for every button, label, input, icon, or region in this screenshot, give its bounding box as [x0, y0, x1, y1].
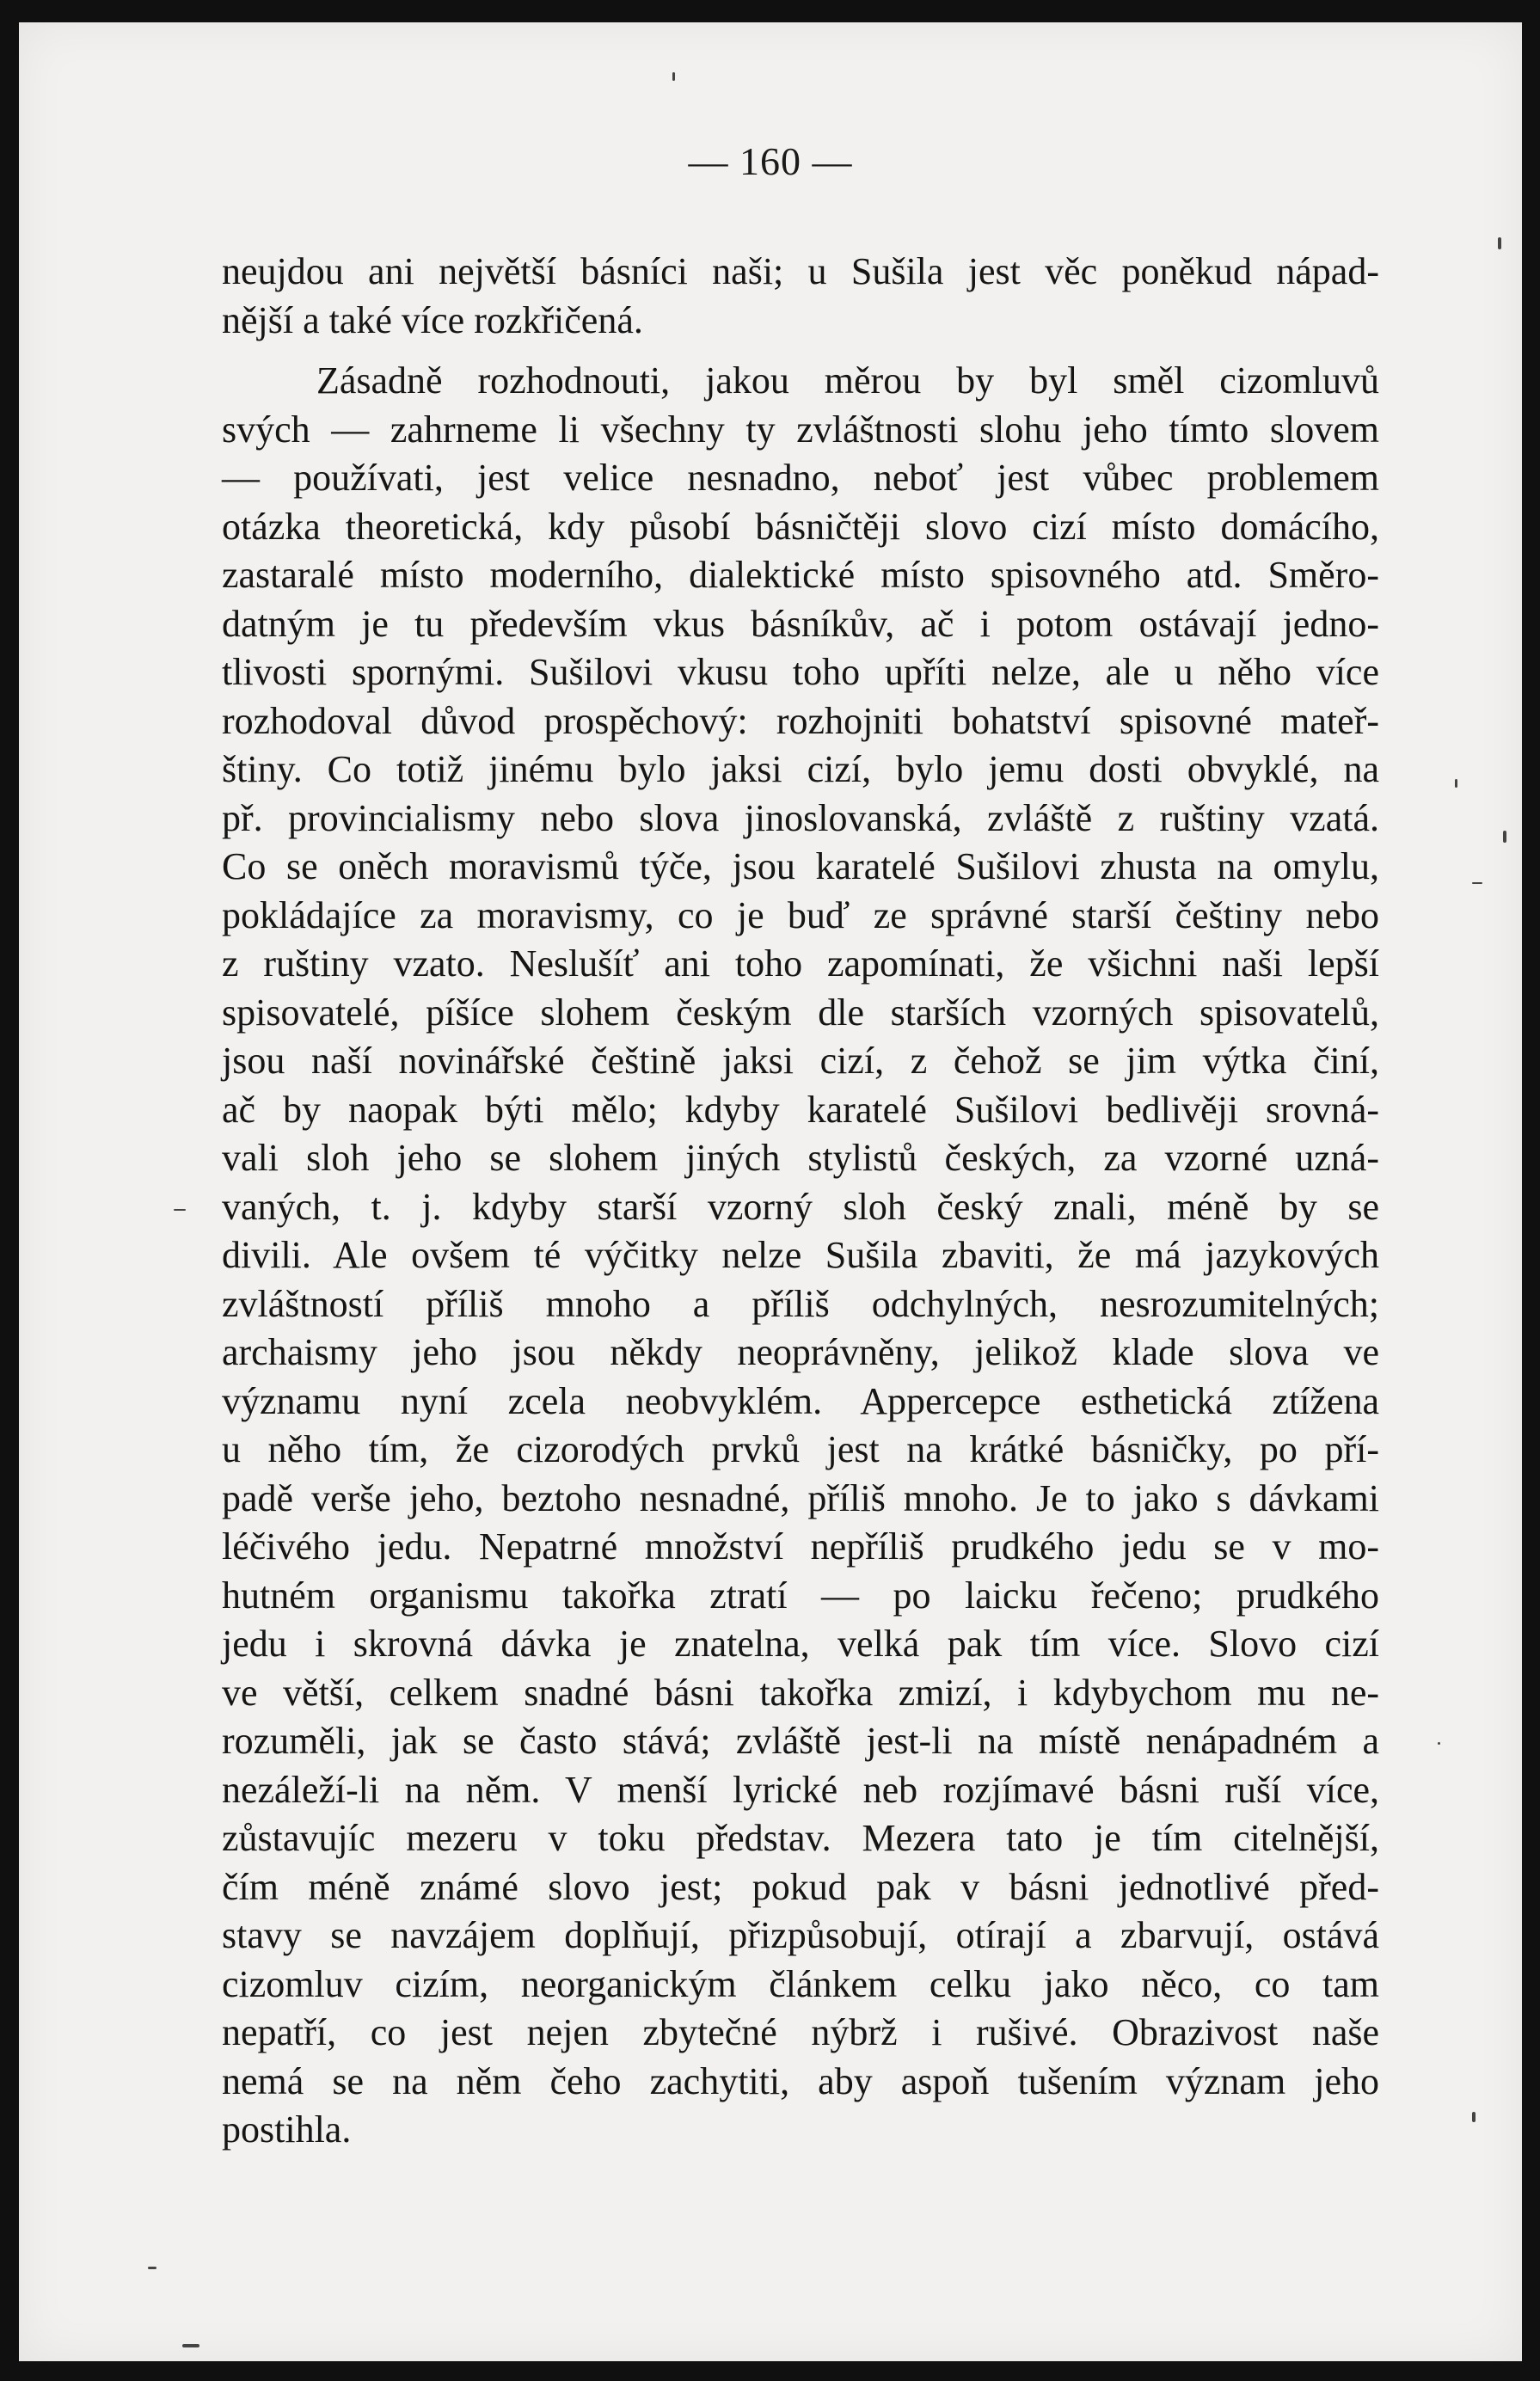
text-line: spisovatelé, píšíce slohem českým dle starších vzorných spisovatelů, [222, 991, 1379, 1034]
scan-speck [1455, 779, 1457, 788]
text-line: padě verše jeho, beztoho nesnadné, příliš mnoho. Je to jako s dávkami [222, 1476, 1379, 1519]
page-number: — 160 — [688, 139, 853, 183]
text-line: hutném organismu takořka ztratí — po laicku řečeno; prudkého [222, 1574, 1379, 1617]
text-line: významu nyní zcela neobvyklém. Appercepce esthetická ztížena [222, 1379, 1379, 1422]
text-line: jsou naší novinářské češtině jaksi cizí, z čehož se jim výtka činí, [222, 1040, 1379, 1082]
text-line: z ruštiny vzato. Neslušíť ani toho zapomínati, že všichni naši lepší [222, 942, 1379, 985]
text-line: u něho tím, že cizorodých prvků jest na krátké básničky, po pří- [222, 1428, 1379, 1470]
text-line: archaismy jeho jsou někdy neoprávněny, jelikož klade slova ve [222, 1331, 1379, 1373]
text-line: pokládajíce za moravismy, co je buď ze správné starší češtiny nebo [222, 893, 1379, 936]
text-line: jedu i skrovná dávka je znatelna, velká pak tím více. Slovo cizí [222, 1623, 1379, 1665]
text-line: nější a také více rozkřičená. [222, 298, 643, 341]
text-line: léčivého jedu. Nepatrné množství nepříliš prudkého jedu se v mo- [222, 1525, 1379, 1568]
text-line: nezáleží-li na něm. V menší lyrické neb rozjímavé básni ruší více, [222, 1768, 1379, 1811]
scan-speck [148, 2267, 156, 2269]
text-line: nemá se na něm čeho zachytiti, aby aspoň tušením význam jeho [222, 2059, 1379, 2102]
text-line: cizomluv cizím, neorganickým článkem celku jako něco, co tam [222, 1962, 1379, 2005]
text-line: čím méně známé slovo jest; pokud pak v básni jednotlivé před- [222, 1865, 1379, 1908]
scan-speck [1472, 2112, 1476, 2122]
text-line: zastaralé místo moderního, dialektické místo spisovného atd. Směro- [222, 554, 1379, 596]
text-line: vali sloh jeho se slohem jiných stylistů českých, za vzorné uzná- [222, 1137, 1379, 1179]
text-line: — používati, jest velice nesnadno, neboť jest vůbec problemem [222, 457, 1379, 499]
text-line: př. provincialismy nebo slova jinoslovanská, zvláště z ruštiny vzatá. [222, 796, 1379, 839]
paragraph [222, 248, 1379, 345]
body-text [222, 248, 1379, 2155]
scan-speck [1503, 831, 1506, 843]
scan-speck [174, 1209, 186, 1211]
text-line: zůstavujíc mezeru v toku představ. Mezera tato je tím citelnější, [222, 1817, 1379, 1859]
book-page [19, 22, 1522, 2361]
scan-speck [1472, 882, 1482, 884]
text-line: datným je tu především vkus básníkův, ač i potom ostávají jedno- [222, 602, 1379, 645]
text-line: otázka theoretická, kdy působí básničtěji slovo cizí místo domácího, [222, 505, 1379, 548]
text-line: nepatří, co jest nejen zbytečné nýbrž i rušivé. Obrazivost naše [222, 2011, 1379, 2053]
text-line: divili. Ale ovšem té výčitky nelze Sušila zbaviti, že má jazykových [222, 1234, 1379, 1276]
text-line: postihla. [222, 2108, 352, 2151]
text-line: ač by naopak býti mělo; kdyby karatelé Sušilovi bedlivěji srovná- [222, 1088, 1379, 1131]
text-line: vaných, t. j. kdyby starší vzorný sloh český znali, méně by se [222, 1185, 1379, 1228]
scan-speck [1438, 1742, 1440, 1745]
text-line: tlivosti spornými. Sušilovi vkusu toho upříti nelze, ale u něho více [222, 651, 1379, 693]
text-line: štiny. Co totiž jinému bylo jaksi cizí, bylo jemu dosti obvyklé, na [222, 748, 1379, 790]
text-line: zvláštností příliš mnoho a příliš odchylných, nesrozumitelných; [222, 1282, 1379, 1325]
scan-speck [182, 2344, 199, 2347]
text-line: stavy se navzájem doplňují, přizpůsobují, otírají a zbarvují, ostává [222, 1914, 1379, 1956]
text-line: rozhodoval důvod prospěchový: rozhojniti bohatství spisovné mateř- [222, 699, 1379, 742]
scan-speck [672, 72, 675, 81]
text-line: svých — zahrneme li všechny ty zvláštnosti slohu jeho tímto slovem [222, 408, 1379, 451]
text-line: ve větší, celkem snadné básni takořka zmizí, i kdybychom mu ne- [222, 1671, 1379, 1714]
scan-speck [1498, 237, 1501, 249]
paragraph [222, 357, 1379, 2155]
text-line: Zásadně rozhodnouti, jakou měrou by byl směl cizomluvů [316, 359, 1379, 402]
text-line: rozuměli, jak se často stává; zvláště jest-li na místě nenápadném a [222, 1720, 1379, 1762]
text-line: neujdou ani největší básníci naši; u Sušila jest věc poněkud nápad- [222, 250, 1379, 292]
text-line: Co se oněch moravismů týče, jsou karatelé Sušilovi zhusta na omylu, [222, 845, 1379, 887]
paragraph-gap [222, 345, 1379, 357]
